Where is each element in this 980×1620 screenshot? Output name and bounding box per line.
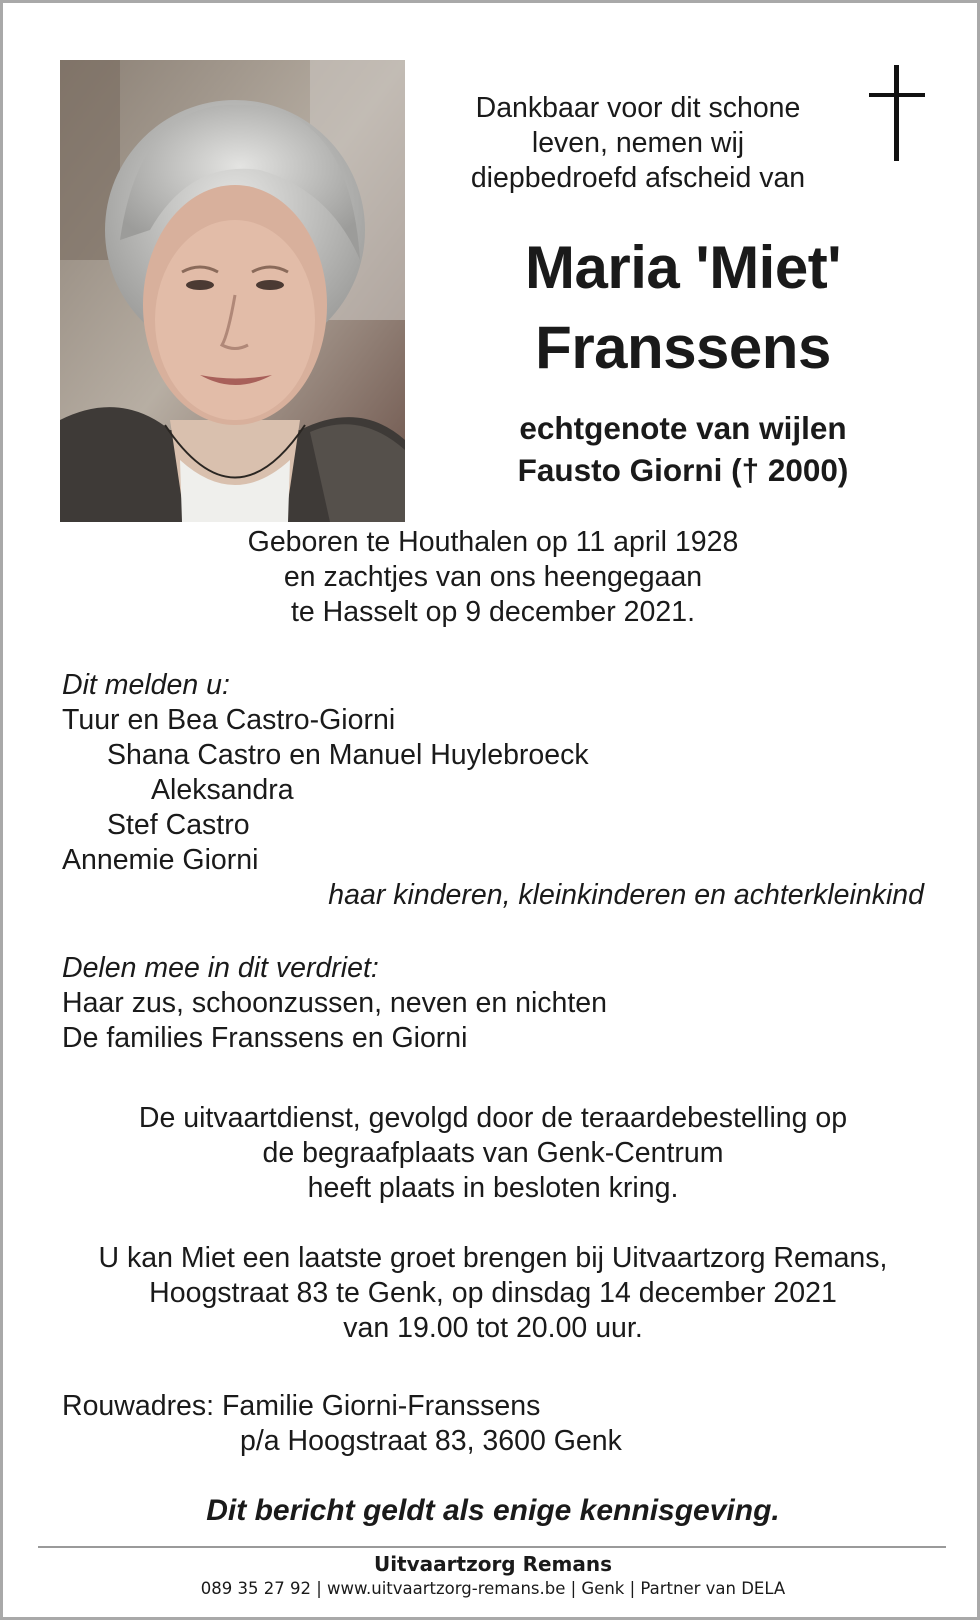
sharing-section <box>62 951 942 1056</box>
name-line-1: Maria 'Miet' <box>525 234 841 301</box>
family-heading: Dit melden u: <box>62 669 230 701</box>
family-member: Aleksandra <box>151 774 294 806</box>
sharing-line: Haar zus, schoonzussen, neven en nichten <box>62 987 608 1019</box>
intro-line: Dankbaar voor dit schone <box>475 92 801 124</box>
visit-line: U kan Miet een laatste groet brengen bij Uitvaartzorg Remans, <box>98 1242 888 1274</box>
born-line: Geboren te Houthalen op 11 april 1928 <box>247 526 739 558</box>
family-signature: haar kinderen, kleinkinderen en achterkleinkind <box>328 879 924 911</box>
born-line: en zachtjes van ons heengegaan <box>283 561 703 593</box>
family-member: Stef Castro <box>107 809 250 841</box>
spouse-line: echtgenote van wijlen <box>519 410 847 446</box>
visit-info <box>3 1241 980 1346</box>
family-member: Annemie Giorni <box>62 844 259 876</box>
address-line-2: p/a Hoogstraat 83, 3600 Genk <box>240 1425 622 1457</box>
divider <box>38 1546 946 1548</box>
born-line: te Hasselt op 9 december 2021. <box>291 596 695 628</box>
family-member: Shana Castro en Manuel Huylebroeck <box>107 739 589 771</box>
cross-icon <box>869 65 925 161</box>
notice-text: Dit bericht geldt als enige kennisgeving. <box>206 1494 780 1527</box>
intro-text <box>433 91 843 196</box>
spouse-line: Fausto Giorni († 2000) <box>517 452 849 488</box>
name-line-2: Franssens <box>535 314 831 381</box>
footer-contact: 089 35 27 92 | www.uitvaartzorg-remans.be | Genk | Partner van DELA <box>200 1579 786 1598</box>
intro-line: leven, nemen wij <box>531 127 745 159</box>
deceased-name <box>433 228 933 388</box>
footer-company: Uitvaartzorg Remans <box>373 1552 613 1576</box>
visit-line: Hoogstraat 83 te Genk, op dinsdag 14 december 2021 <box>149 1277 837 1309</box>
sharing-line: De families Franssens en Giorni <box>62 1022 468 1054</box>
spouse-info <box>433 407 933 491</box>
intro-line: diepbedroefd afscheid van <box>470 162 806 194</box>
service-line: De uitvaartdienst, gevolgd door de teraardebestelling op <box>138 1102 848 1134</box>
birth-death-info <box>3 525 980 630</box>
family-section <box>62 668 942 913</box>
family-member: Tuur en Bea Castro-Giorni <box>62 704 396 736</box>
visit-line: van 19.00 tot 20.00 uur. <box>343 1312 643 1344</box>
portrait-photo <box>60 60 405 522</box>
service-line: heeft plaats in besloten kring. <box>307 1172 679 1204</box>
service-line: de begraafplaats van Genk-Centrum <box>262 1137 724 1169</box>
sharing-heading: Delen mee in dit verdriet: <box>62 952 379 984</box>
service-info <box>3 1101 980 1206</box>
mourning-address <box>62 1389 942 1459</box>
address-line-1: Rouwadres: Familie Giorni-Franssens <box>62 1390 541 1422</box>
